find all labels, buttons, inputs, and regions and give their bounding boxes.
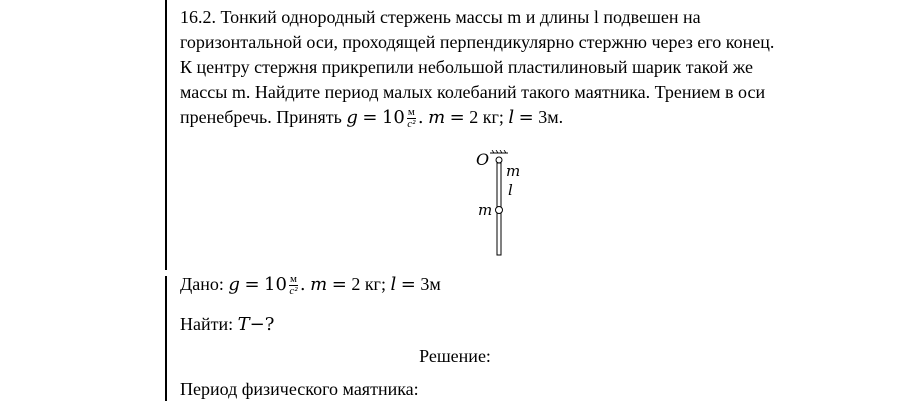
g-variable: g — [346, 107, 358, 128]
separator: . — [417, 107, 424, 128]
left-margin-bar-lower — [165, 276, 167, 401]
g-unit-denominator: с² — [407, 118, 416, 131]
m-value: 2 кг; — [469, 107, 504, 127]
separator: . — [299, 274, 306, 295]
axis-label: O — [476, 150, 490, 169]
find-suffix: −? — [249, 314, 275, 335]
problem-line-1: 16.2. Тонкий однородный стержень массы m и длины l подвешен на — [180, 7, 701, 27]
given-g-variable: g — [228, 274, 240, 295]
pendulum-figure — [470, 150, 540, 262]
given-g-unit-numerator: м — [289, 273, 297, 286]
ball-mass-label: m — [478, 201, 493, 219]
rod-mass-label: m — [506, 162, 521, 180]
problem-line-5 — [180, 106, 563, 130]
equals-sign: = — [518, 107, 534, 128]
rod-length-label: l — [508, 181, 513, 199]
find-variable: T — [237, 314, 250, 335]
equals-sign: = — [400, 274, 416, 295]
given-l-value: 3м — [420, 274, 441, 294]
g-unit-fraction — [407, 107, 416, 130]
find-prefix: Найти: — [180, 314, 234, 334]
problem-accept-text: пренебречь. Принять — [180, 107, 342, 127]
l-value: 3м. — [538, 107, 564, 127]
equals-sign: = — [331, 274, 347, 295]
given-line — [180, 273, 441, 297]
find-line — [180, 313, 274, 336]
l-variable: l — [508, 107, 515, 128]
given-m-variable: m — [310, 274, 328, 295]
problem-line-4: массы m. Найдите период малых колебаний такого маятника. Трением в оси — [180, 82, 766, 102]
pivot-icon — [496, 157, 502, 163]
problem-line-2: горизонтальной оси, проходящей перпендикулярно стержню через его конец. — [180, 32, 775, 52]
given-prefix: Дано: — [180, 274, 224, 294]
m-variable: m — [428, 107, 446, 128]
given-m-value: 2 кг; — [351, 274, 386, 294]
period-intro-text: Период физического маятника: — [180, 379, 419, 399]
solution-heading: Решение: — [419, 346, 491, 366]
given-g-unit-denominator: с² — [289, 285, 298, 298]
equals-sign: = — [244, 274, 260, 295]
equals-sign: = — [362, 107, 378, 128]
problem-line-3: К центру стержня прикрепили небольшой пластилиновый шарик такой же — [180, 57, 753, 77]
plasticine-ball-icon — [496, 207, 503, 214]
g-unit-numerator: м — [407, 106, 415, 119]
given-l-variable: l — [390, 274, 397, 295]
g-value: 10 — [381, 107, 405, 128]
given-g-value: 10 — [264, 274, 287, 295]
left-margin-bar — [165, 0, 167, 270]
equals-sign: = — [449, 107, 465, 128]
given-g-unit-fraction — [289, 274, 298, 297]
